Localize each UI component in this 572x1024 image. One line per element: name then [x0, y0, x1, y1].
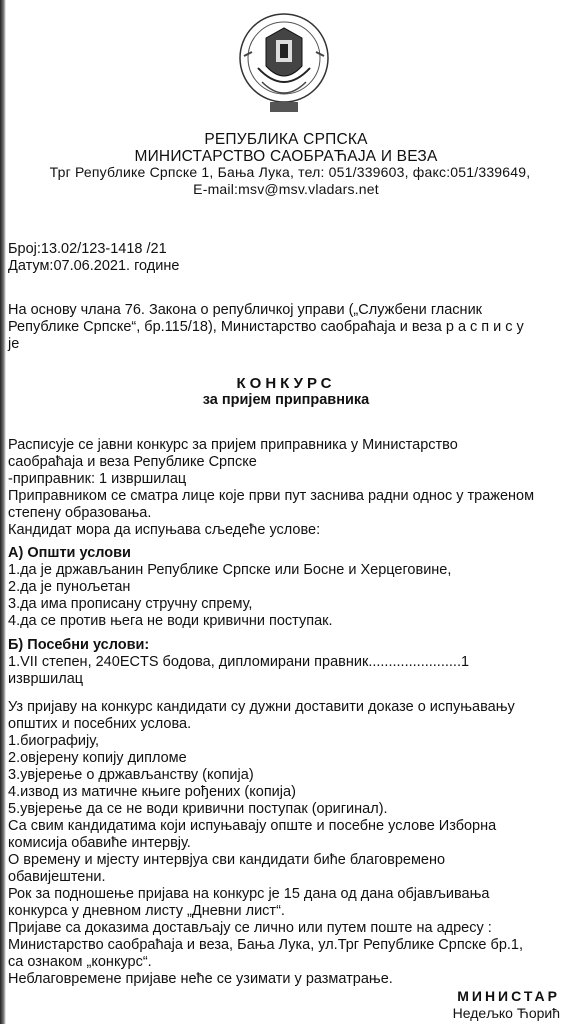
signature-title: МИНИСТАР: [457, 988, 560, 1004]
body-line-6: Кандидат мора да испуњава сљедеће услове:: [8, 522, 321, 538]
document-subtitle: за пријем приправника: [202, 392, 370, 408]
submission-line-1: Пријаве са доказима достављају се лично или путем поште на адресу :: [8, 920, 492, 936]
general-condition-item: 4.да се против њега не води кривични поступак.: [8, 613, 333, 629]
special-condition-line-2: извршилац: [8, 671, 84, 687]
coat-of-arms-seal-icon: [236, 12, 332, 116]
interview-line-2: комисија обавиће интервју.: [8, 835, 191, 851]
documents-intro-1: Уз пријаву на конкурс кандидати су дужни доставити доказе о испуњавању: [8, 699, 515, 715]
header-title: РЕПУБЛИКА СРПСКА: [204, 131, 368, 148]
body-line-3: -приправник: 1 извршилац: [8, 471, 187, 487]
document-title: КОНКУРС: [236, 375, 336, 392]
general-condition-item: 1.да је држављанин Републике Српске или Босне и Херцеговине,: [8, 562, 452, 578]
body-line-1: Расписује се јавни конкурс за пријем приправника у Министарство: [8, 437, 458, 453]
general-conditions-heading: А) Општи услови: [8, 545, 131, 561]
deadline-line-2: конкурса у дневном листу „Дневни лист“.: [8, 903, 285, 919]
body-line-4: Приправником се сматра лице које први пут заснива радни однос у траженом: [8, 488, 535, 504]
document-item: 1.биографију,: [8, 733, 100, 749]
submission-line-3: са ознаком „конкурс“.: [8, 954, 152, 970]
document-item: 4.извод из матичне књиге рођених (копија): [8, 784, 296, 800]
notice-line-1: О времену и мјесту интервјуа сви кандидати биће благовремено: [8, 852, 446, 868]
signature-name: Недељко Ћорић: [452, 1005, 560, 1021]
body-line-5: степену образовања.: [8, 505, 152, 521]
intro-line-2-text: Републике Српске“, бр.115/18), Министарство саобраћаја и веза: [8, 319, 446, 335]
document-number: Број:13.02/123-1418 /21: [8, 241, 167, 257]
document-item: 2.овјерену копију дипломе: [8, 750, 187, 766]
body-line-2: саобраћаја и веза Републике Српске: [8, 454, 257, 470]
intro-line-2-spaced: распису: [445, 319, 528, 335]
special-conditions-heading: Б) Посебни услови:: [8, 637, 150, 653]
interview-line-1: Са свим кандидатима који испуњавају опште и посебне услове Изборна: [8, 818, 497, 834]
special-condition-line-1: 1.VII степен, 240ECTS бодова, дипломирани правник.......................1: [8, 654, 470, 670]
notice-line-2: обавијештени.: [8, 869, 106, 885]
intro-line-2: [8, 319, 528, 336]
header-email: E-mail:msv@msv.vladars.net: [193, 181, 379, 197]
document-date: Датум:07.06.2021. године: [8, 258, 180, 274]
general-condition-item: 3.да има прописану стручну спрему,: [8, 596, 253, 612]
document-item: 3.увјерење о држављанству (копија): [8, 767, 254, 783]
document-item: 5.увјерење да се не води кривични поступак (оригинал).: [8, 801, 388, 817]
late-applications-line: Неблаговремене пријаве неће се узимати у разматрање.: [8, 971, 393, 987]
header-ministry: МИНИСТАРСТВО САОБРАЋАЈА И ВЕЗА: [134, 148, 438, 165]
header-address: Трг Републике Српске 1, Бања Лука, тел: 051/339603, факс:051/339649,: [49, 164, 531, 180]
intro-line-1: На основу члана 76. Закона о републичкој управи („Службени гласник: [8, 302, 483, 318]
general-condition-item: 2.да је пунољетан: [8, 579, 131, 595]
intro-line-3: је: [8, 336, 20, 352]
submission-line-2: Министарство саобраћаја и веза, Бања Лука, ул.Трг Републике Српске бр.1,: [8, 937, 524, 953]
documents-intro-2: општих и посебних услова.: [8, 716, 192, 732]
deadline-line-1: Рок за подношење пријава на конкурс је 15 дана од дана објављивања: [8, 886, 490, 902]
